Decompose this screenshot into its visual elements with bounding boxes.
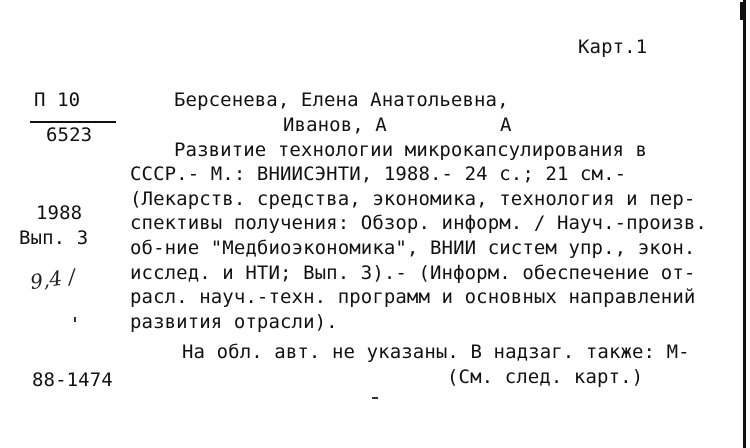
body-line-2: СССР.- М.: ВНИИСЭНТИ, 1988.- 24 с.; 21 см.- [130, 163, 627, 185]
card-number: Карт.1 [578, 36, 648, 58]
inventory-number: 6523 [46, 124, 93, 146]
year: 1988 [36, 202, 83, 224]
body-line-4: спективы получения: Обзор. информ. / Науч.-произв. [130, 212, 707, 234]
body-line-8: развития отрасли). [130, 311, 338, 333]
shelf-mark-divider [30, 121, 116, 123]
coauthor-suffix: А [500, 114, 512, 136]
body-line-5: об-ние "Медбиоэкономика", ВНИИ систем упр., экон. [130, 237, 696, 259]
shelf-mark: П 10 [34, 89, 81, 111]
body-line-3: (Лекарств. средства, экономика, технология и пер- [130, 188, 696, 210]
card-edge [743, 0, 746, 448]
stray-mark [372, 397, 378, 399]
body-line-6: исслед. и НТИ; Вып. 3).- (Информ. обеспечение от- [130, 262, 696, 284]
accession-number: 88-1474 [32, 369, 113, 391]
see-next-card: (См. след. карт.) [447, 366, 644, 388]
title-line: Развитие технологии микрокапсулирования в [174, 139, 648, 161]
author-line: Берсенева, Елена Анатольевна, [174, 89, 509, 111]
card-edge-notch [740, 2, 746, 20]
pencil-mark [74, 317, 76, 322]
handwritten-note: 9,4 / [28, 263, 77, 295]
note-line: На обл. авт. не указаны. В надзаг. также: М- [182, 341, 690, 363]
issue-number: Вып. 3 [19, 227, 89, 249]
body-line-7: расл. науч.-техн. программ и основных направлений [130, 286, 696, 308]
coauthor-line: Иванов, А [283, 114, 387, 136]
